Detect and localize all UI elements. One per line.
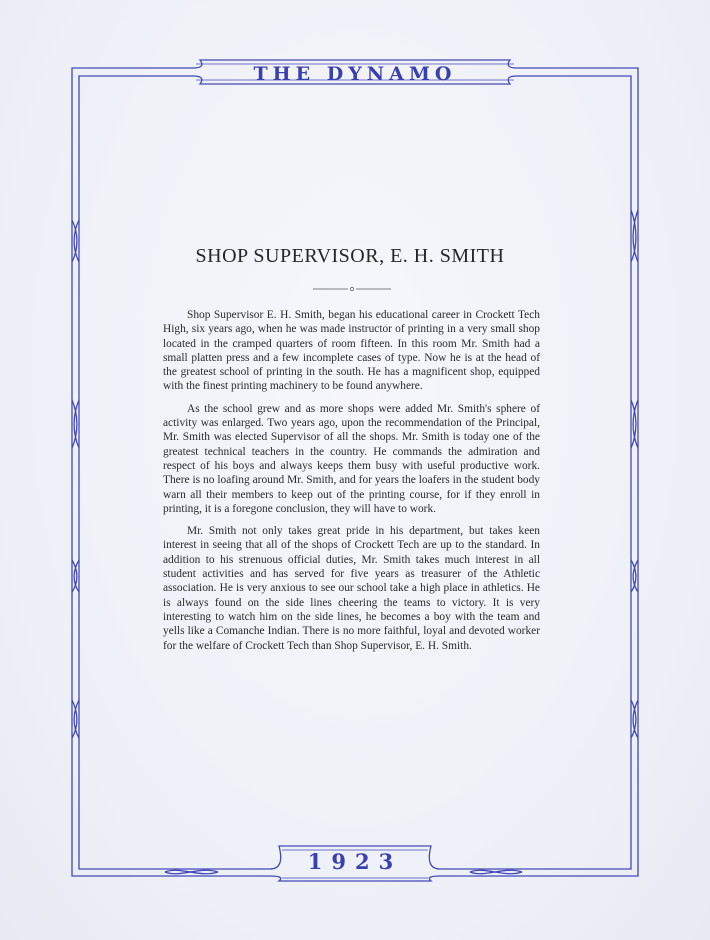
header-title: THE DYNAMO [253,63,457,85]
paragraph-1: Shop Supervisor E. H. Smith, began his educational career in Crockett Tech High, six years ago, when he was made instructor of printing in a very small shop located in the cramped quarters of room fifteen. In this room Mr. Smith had a small platten press and a few incomplete cases of type. Now he is at the head of the greatest school of printing in the south. He has a magnificent shop, equipped with the finest printing machinery to be found anywhere. [163,309,540,393]
paragraph-3: Mr. Smith not only takes great pride in his department, but takes keen interest in seeing that all of the shops of Crockett Tech are up to the standard. In addition to his strenuous official duties, Mr. Smith takes much interest in all student activities and has served for five years as treasurer of the Athletic association. He is very anxious to see our school take a high place in athletics. He is always found on the side lines cheering the teams to victory. It is very interesting to watch him on the side lines, he becomes a boy with the team and yells like a Comanche Indian. There is no more faithful, loyal and devoted worker for the welfare of Crockett Tech than Shop Supervisor, E. H. Smith. [163,525,540,652]
article-title: SHOP SUPERVISOR, E. H. SMITH [195,245,505,267]
article-body [163,308,540,661]
title-divider [313,287,391,291]
paragraph-2: As the school grew and as more shops were added Mr. Smith's sphere of activity was enlarged. Two years ago, upon the recommendation of the Principal, Mr. Smith was elected Supervisor of all the shops. Mr. Smith is today one of the greatest technical teachers in the country. He commands the admiration and respect of his boys and always keeps them busy with useful productive work. There is no loafing around Mr. Smith, and for years the loafers in the student body warn all their members to keep out of the printing course, for if they enroll in printing, it is a foregone conclusion, they will have to work. [163,402,540,515]
footer-year: 1923 [307,849,403,874]
